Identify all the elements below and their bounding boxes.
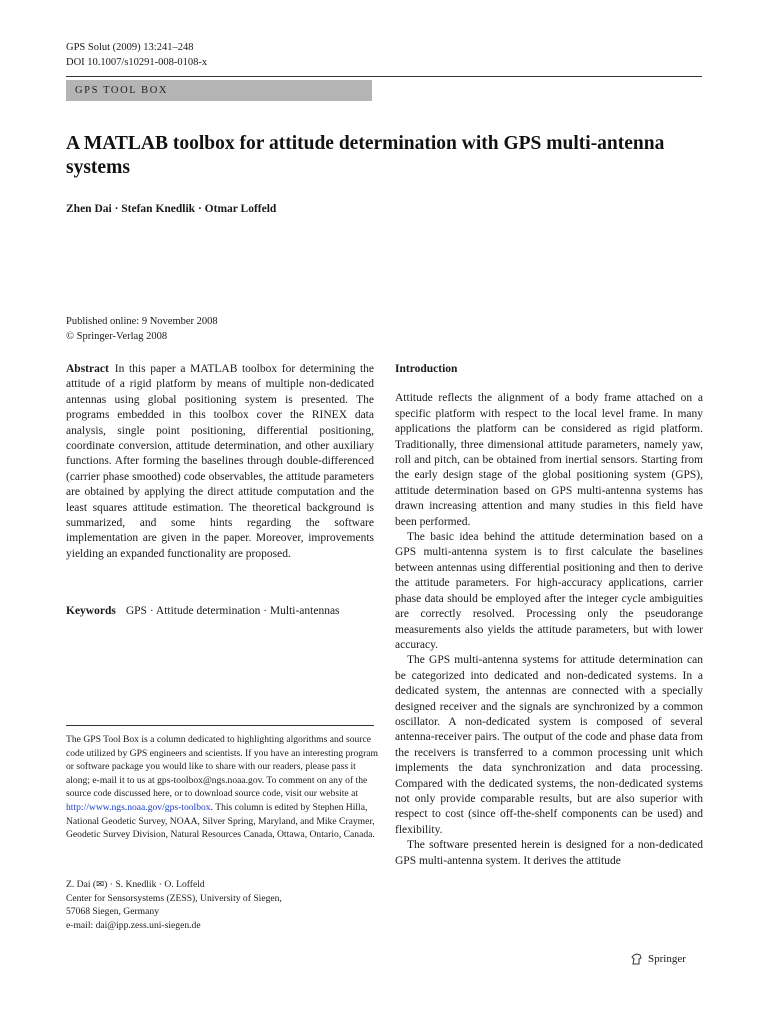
toolbox-website-link[interactable]: http://www.ngs.noaa.gov/gps-toolbox bbox=[66, 801, 211, 813]
keywords bbox=[66, 604, 374, 619]
doi: DOI 10.1007/s10291-008-0108-x bbox=[66, 57, 208, 68]
abstract bbox=[66, 362, 374, 562]
introduction-heading: Introduction bbox=[395, 363, 458, 375]
introduction-section bbox=[395, 362, 703, 869]
published-date: Published online: 9 November 2008 bbox=[66, 316, 218, 327]
affiliation-center: Center for Sensorsystems (ZESS), University of Siegen, bbox=[66, 892, 282, 904]
article-title: A MATLAB toolbox for attitude determination with GPS multi-antenna systems bbox=[66, 133, 665, 178]
intro-paragraph-4: The software presented herein is designed for a non-dedicated GPS multi-antenna system. It derives the attitude bbox=[395, 839, 703, 867]
keywords-label: Keywords bbox=[66, 605, 116, 617]
toolbox-footnote bbox=[66, 733, 378, 842]
keywords-text: GPS · Attitude determination · Multi-antennas bbox=[125, 605, 340, 617]
section-label: GPS TOOL BOX bbox=[66, 80, 372, 101]
footnote-text-end: . This column is edited by Stephen Hilla, National Geodetic Survey, NOAA, Silver Spring, Maryland, and Mike Craymer, Geodetic Survey Division, Natural Resources Canada, Ottawa, Ontario, Canada. bbox=[66, 801, 375, 841]
abstract-label: Abstract bbox=[66, 363, 109, 375]
affiliation-email: e-mail: dai@ipp.zess.uni-siegen.de bbox=[66, 919, 201, 931]
intro-paragraph-1: Attitude reflects the alignment of a body frame attached on a specific platform with respect to the local level frame. In many applications the platform can be considered as rigid platform. Traditionally, three dimensional attitude parameters, namely yaw, roll and pitch, can be obtained from inertial sensors. Starting from the early design stage of the global positioning system (GPS), attitude determination based on GPS multi-antenna systems has drawn increasing attention and many studies in this field have been performed. bbox=[395, 392, 703, 528]
intro-paragraph-2: The basic idea behind the attitude determination based on a GPS multi-antenna system is to first calculate the baselines between antennas using differential positioning and then to derive the attitude parameters. For high-accuracy applications, carrier phase data should be employed after the integer cycle ambiguities are correctly resolved. Processing only the pseudorange measurements also yields the attitude parameters, but with lower accuracy. bbox=[395, 531, 703, 651]
journal-citation: GPS Solut (2009) 13:241–248 bbox=[66, 42, 194, 53]
footnote-rule bbox=[66, 725, 374, 726]
affiliation-address: 57068 Siegen, Germany bbox=[66, 906, 159, 918]
publisher-name: Springer bbox=[648, 953, 686, 965]
intro-paragraph-3: The GPS multi-antenna systems for attitude determination can be categorized into dedicated and non-dedicated systems. In a dedicated system, the antennas are connected with a specially designed receiver and the signals are synchronized by a common oscillator. A non-dedicated system is composed of several antenna-receiver pairs. The output of the code and phase data from the receivers is transferred to a common processing unit which implements the data synchronization and data processing. Compared with the dedicated systems, the non-dedicated systems not only provide comparable results, but are also superior with respect to cost (since off-the-shelf components can be used) and flexibility. bbox=[395, 654, 703, 836]
springer-horse-icon bbox=[630, 952, 644, 966]
affiliation-authors: Z. Dai (✉) · S. Knedlik · O. Loffeld bbox=[66, 879, 205, 890]
author-affiliation bbox=[66, 878, 378, 932]
publication-info bbox=[66, 314, 218, 344]
publisher-logo bbox=[630, 952, 686, 966]
abstract-text: In this paper a MATLAB toolbox for determining the attitude of a rigid platform by means of multiple non-dedicated antennas using global positioning system is presented. The programs embedded in this toolbox cover the RINEX data analysis, single point positioning, differential positioning, coordinate conversion, attitude determination, and other auxiliary functions. After forming the baselines through double-differenced (carrier phase smoothed) code observables, the attitude parameters are obtained by applying the direct attitude computation and the least squares attitude estimation. The theoretical background is summarized, and some hints regarding the software implementation are given in the paper. Moreover, improvements yielding an expanded functionality are proposed. bbox=[66, 363, 374, 560]
footnote-text: The GPS Tool Box is a column dedicated to highlighting algorithms and source code utilized by GPS engineers and scientists. If you have an interesting program or software package you would like to share with our readers, please pass it along; e-mail it to us at gps-toolbox@ngs.noaa.gov. To comment on any of the source code discussed here, or to download source code, visit our website at bbox=[66, 734, 378, 800]
header-rule bbox=[66, 76, 702, 77]
author-list: Zhen Dai · Stefan Knedlik · Otmar Loffeld bbox=[66, 203, 277, 215]
copyright: © Springer-Verlag 2008 bbox=[66, 331, 168, 342]
journal-meta bbox=[66, 40, 207, 70]
